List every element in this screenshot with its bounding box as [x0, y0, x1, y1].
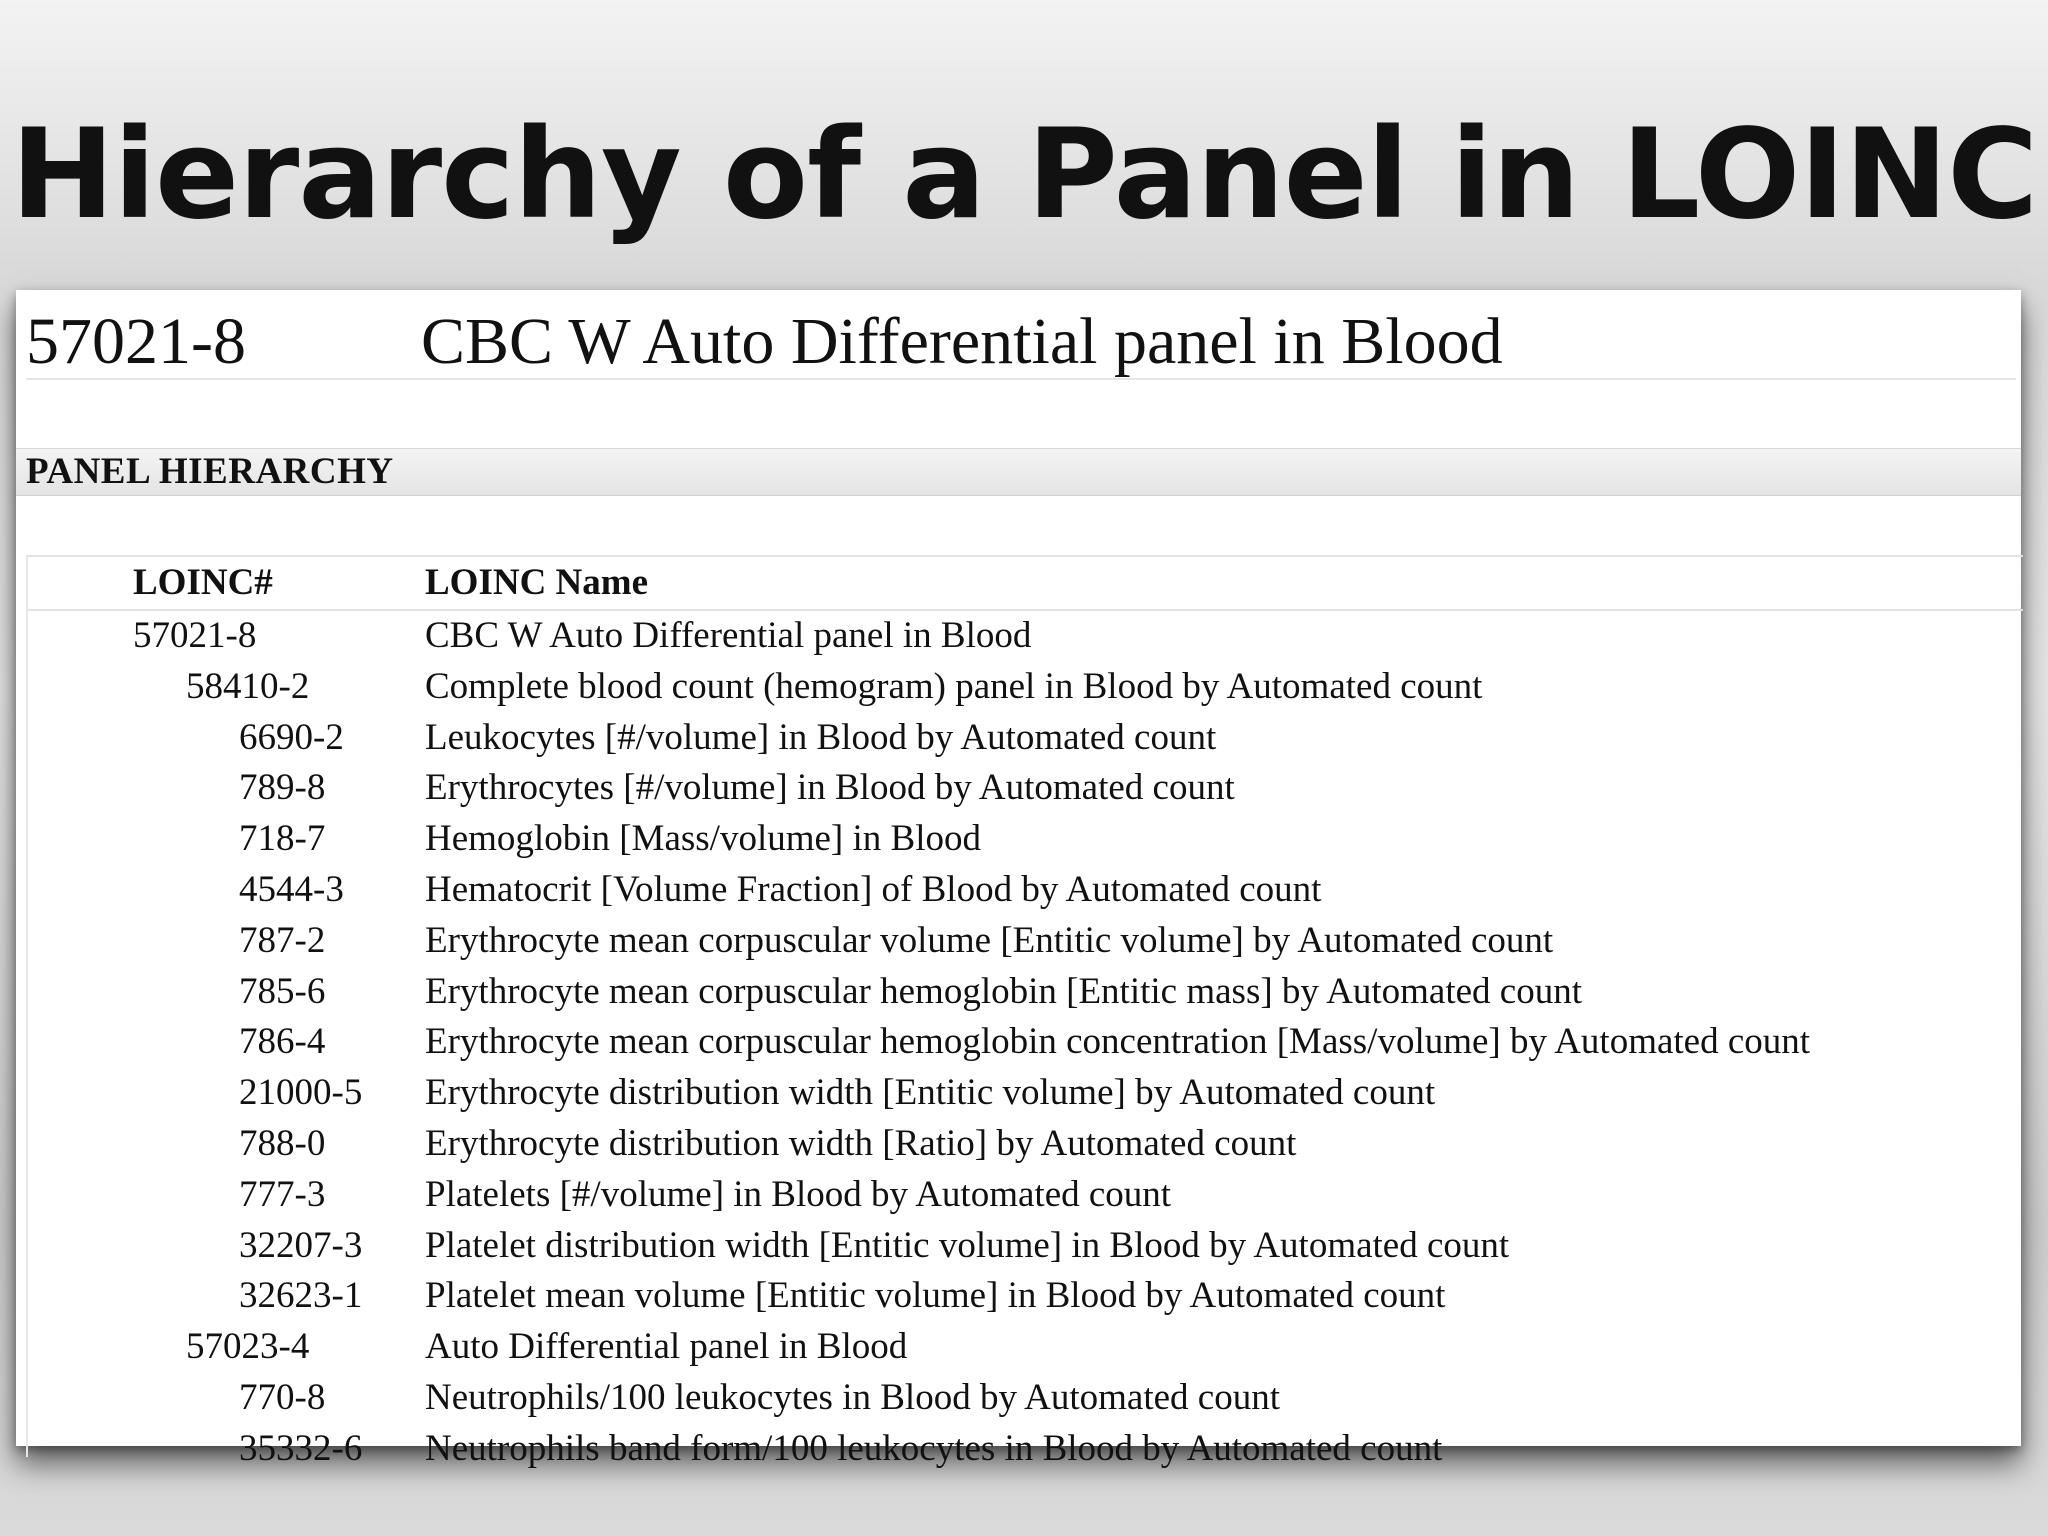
hierarchy-rows — [28, 611, 2023, 1475]
section-bar — [16, 448, 2021, 496]
row-loinc-code: 786-4 — [239, 1021, 326, 1063]
row-loinc-code: 57021-8 — [133, 615, 257, 656]
row-loinc-name: Neutrophils band form/100 leukocytes in Blood by Automated count — [425, 1427, 1443, 1469]
row-loinc-name: Erythrocyte mean corpuscular hemoglobin concentration [Mass/volume] by Automated count — [425, 1021, 1811, 1063]
column-header-loinc-num: LOINC# — [133, 562, 273, 603]
row-loinc-code: 777-3 — [239, 1173, 326, 1215]
row-loinc-code: 35332-6 — [239, 1427, 363, 1469]
row-loinc-name: Platelet mean volume [Entitic volume] in Blood by Automated count — [425, 1275, 1446, 1317]
row-loinc-code: 4544-3 — [239, 868, 344, 910]
table-row — [28, 1373, 2023, 1424]
row-loinc-code: 718-7 — [239, 818, 326, 860]
table-row — [28, 1017, 2023, 1068]
row-loinc-name: Platelets [#/volume] in Blood by Automated count — [425, 1173, 1172, 1215]
panel-code: 57021-8 — [26, 305, 246, 378]
row-loinc-code: 32207-3 — [239, 1224, 363, 1266]
row-loinc-name: Auto Differential panel in Blood — [425, 1326, 908, 1368]
row-loinc-name: Platelet distribution width [Entitic volume] in Blood by Automated count — [425, 1224, 1510, 1266]
row-loinc-code: 57023-4 — [186, 1326, 310, 1368]
row-loinc-code: 6690-2 — [239, 716, 344, 758]
panel-name: CBC W Auto Differential panel in Blood — [421, 305, 1503, 378]
panel-header — [26, 306, 2016, 380]
section-title: PANEL HIERARCHY — [26, 451, 394, 492]
table-row — [28, 1170, 2023, 1221]
slide-title: Hierarchy of a Panel in LOINC — [10, 103, 2038, 247]
row-loinc-name: Complete blood count (hemogram) panel in Blood by Automated count — [425, 665, 1483, 707]
table-row — [28, 1424, 2023, 1475]
row-loinc-code: 789-8 — [239, 767, 326, 809]
table-row — [28, 967, 2023, 1018]
row-loinc-code: 21000-5 — [239, 1072, 363, 1114]
row-loinc-name: Erythrocyte mean corpuscular volume [Entitic volume] by Automated count — [425, 919, 1554, 961]
row-loinc-code: 785-6 — [239, 970, 326, 1012]
table-row — [28, 865, 2023, 916]
row-loinc-code: 58410-2 — [186, 665, 310, 707]
row-loinc-name: Hemoglobin [Mass/volume] in Blood — [425, 818, 981, 860]
hierarchy-table — [26, 555, 2023, 1469]
row-loinc-name: Erythrocyte distribution width [Entitic volume] by Automated count — [425, 1072, 1436, 1114]
row-loinc-name: Hematocrit [Volume Fraction] of Blood by Automated count — [425, 868, 1322, 910]
table-row — [28, 1322, 2023, 1373]
row-loinc-name: Erythrocyte distribution width [Ratio] by Automated count — [425, 1122, 1297, 1164]
table-row — [28, 713, 2023, 764]
row-loinc-name: Erythrocytes [#/volume] in Blood by Automated count — [425, 767, 1235, 809]
table-row — [28, 763, 2023, 814]
table-row — [28, 611, 2023, 662]
table-row — [28, 916, 2023, 967]
table-row — [28, 1221, 2023, 1272]
row-loinc-code: 32623-1 — [239, 1275, 363, 1317]
row-loinc-name: Erythrocyte mean corpuscular hemoglobin [Entitic mass] by Automated count — [425, 970, 1582, 1012]
table-row — [28, 662, 2023, 713]
row-loinc-name: CBC W Auto Differential panel in Blood — [425, 615, 1032, 656]
table-row — [28, 1068, 2023, 1119]
row-loinc-name: Leukocytes [#/volume] in Blood by Automated count — [425, 716, 1217, 758]
row-loinc-code: 787-2 — [239, 919, 326, 961]
row-loinc-code: 770-8 — [239, 1376, 326, 1418]
row-loinc-code: 788-0 — [239, 1122, 326, 1164]
column-header-loinc-name: LOINC Name — [425, 562, 649, 603]
row-loinc-name: Neutrophils/100 leukocytes in Blood by Automated count — [425, 1376, 1281, 1418]
table-row — [28, 1119, 2023, 1170]
table-row — [28, 1271, 2023, 1322]
table-row — [28, 814, 2023, 865]
document-screenshot — [16, 290, 2021, 1469]
